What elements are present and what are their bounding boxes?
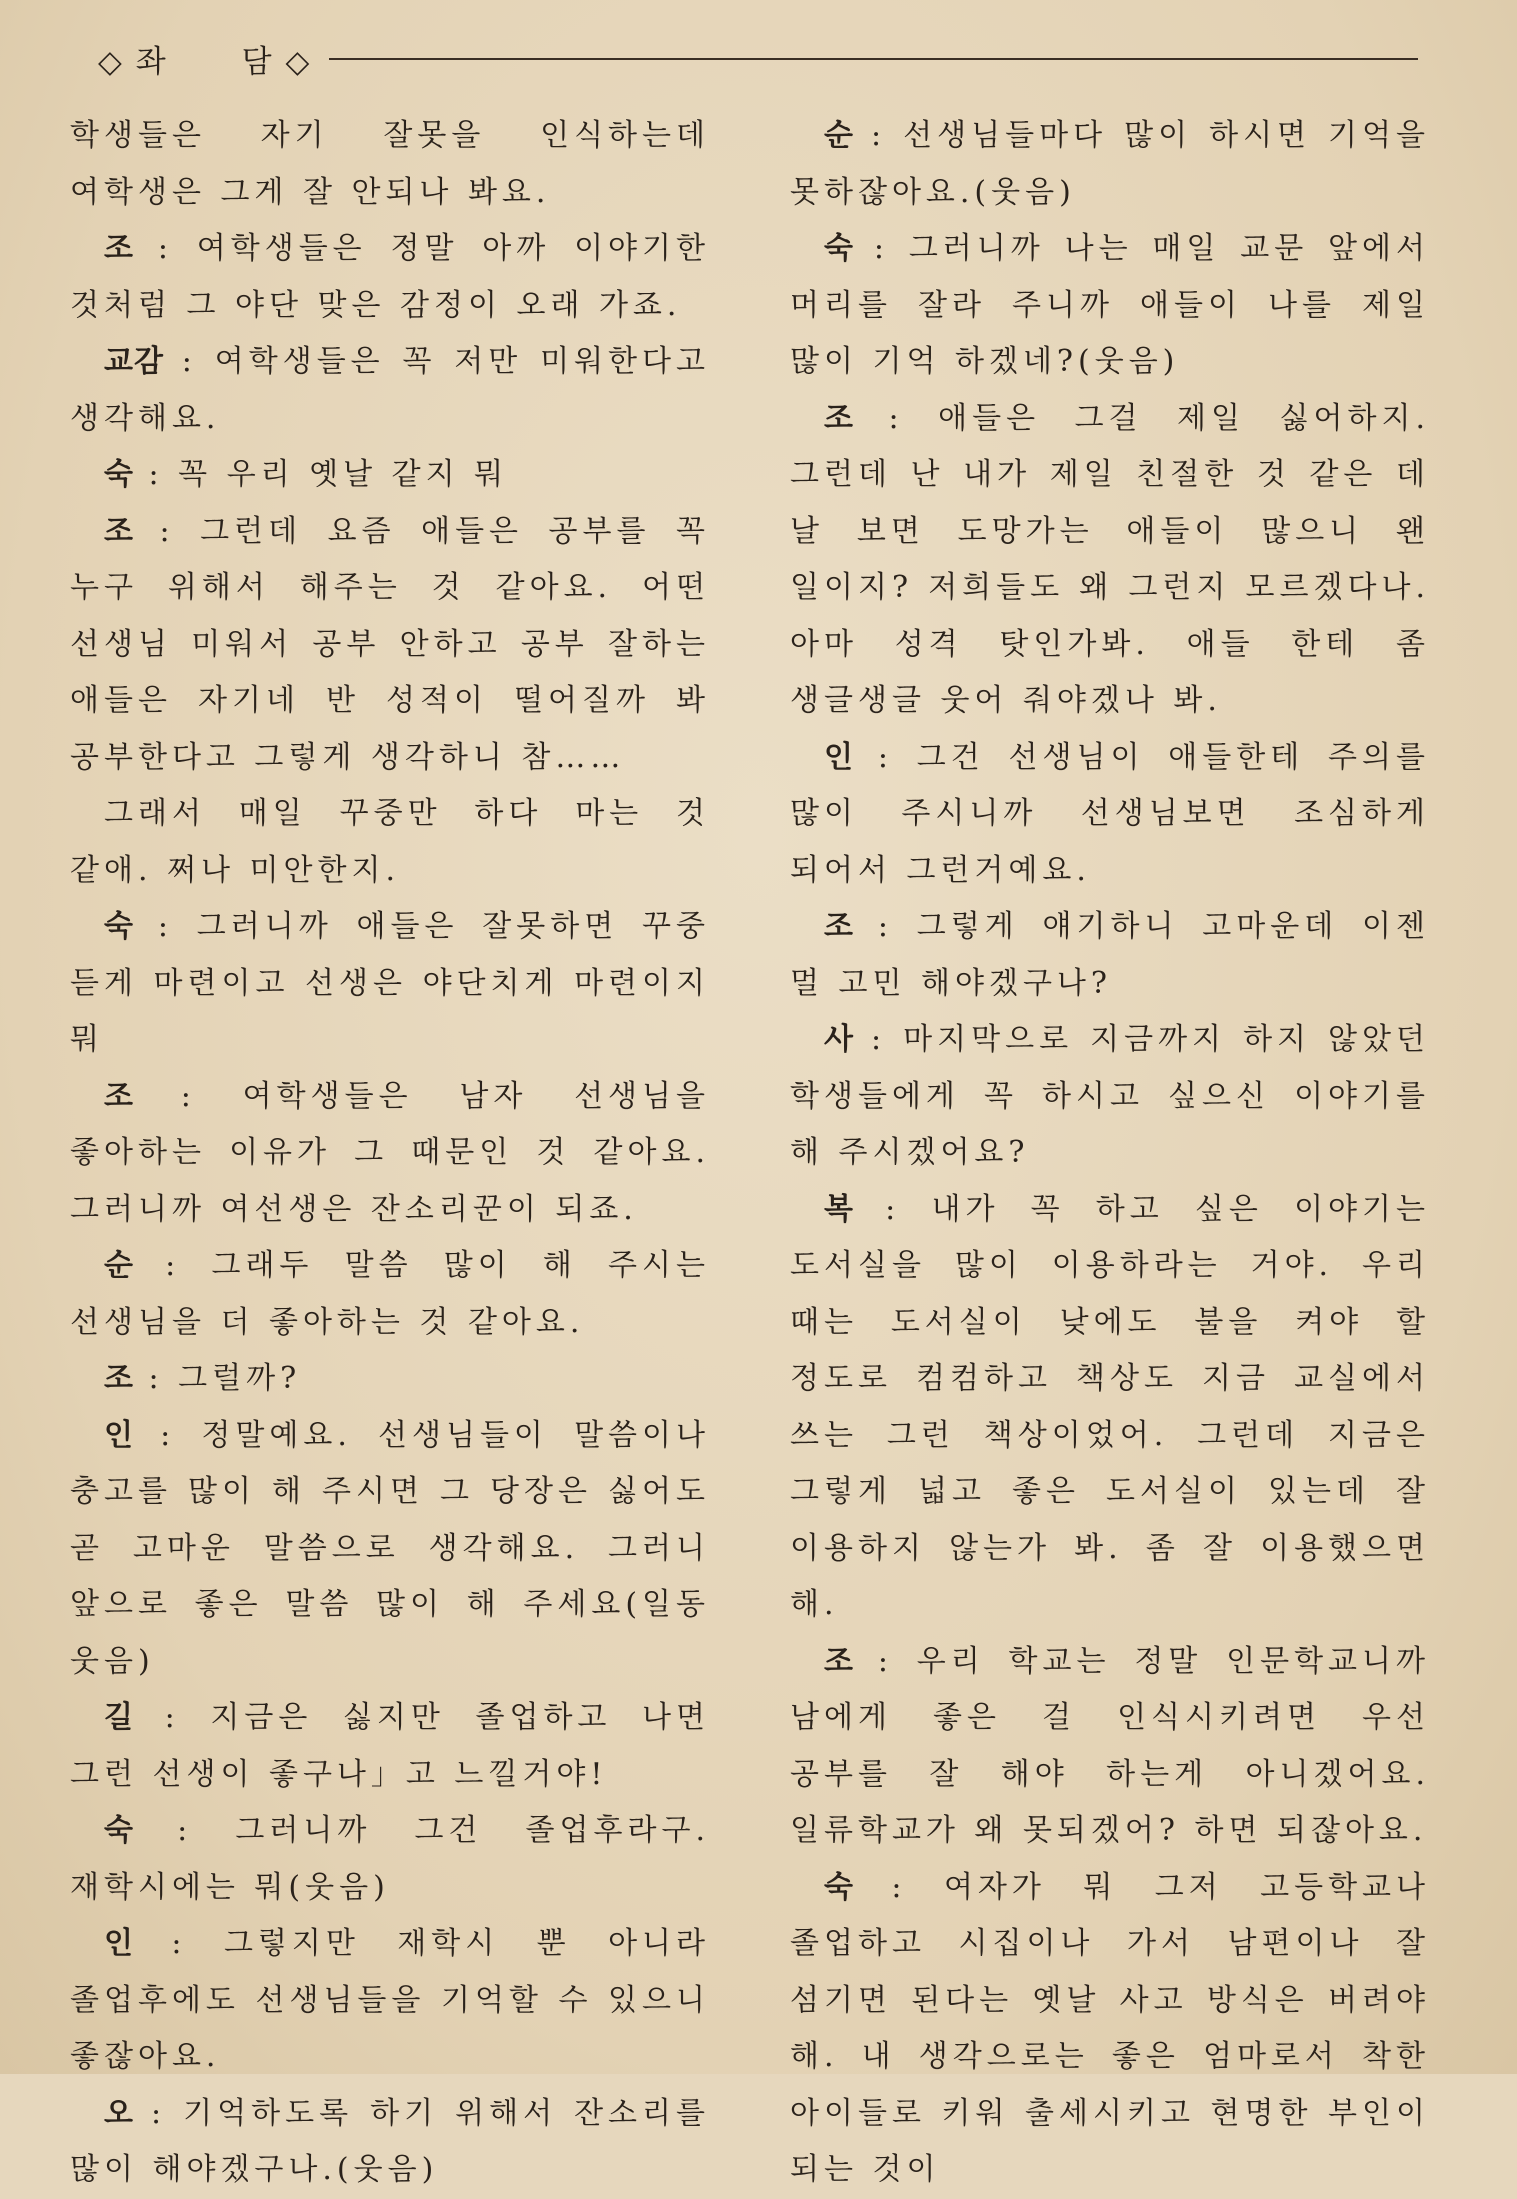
dialogue-text: 그러니까 그건 졸업후라구. 재학시에는 뭐(웃음) xyxy=(70,1813,710,1905)
section-title-right: 담 ◇ xyxy=(241,43,312,80)
speaker-separator: : xyxy=(853,1643,917,1679)
section-title-left: ◇ 좌 xyxy=(98,43,168,80)
dialogue-text: 마지막으로 지금까지 하지 않았던 학생들에게 꼭 하시고 싶으신 이야기를 해 주시겠어요? xyxy=(790,1022,1430,1170)
dialogue-paragraph xyxy=(790,899,1430,1012)
dialogue-text: 여학생들은 정말 아까 이야기한 것처럼 그 야단 맞은 감정이 오래 가죠. xyxy=(70,231,710,323)
dialogue-paragraph xyxy=(70,1351,710,1408)
speaker-separator: : xyxy=(133,1078,243,1114)
speaker-separator: : xyxy=(133,1361,179,1396)
speaker-label: 순 xyxy=(104,1248,134,1283)
dialogue-paragraph xyxy=(790,1012,1430,1182)
dialogue-paragraph xyxy=(70,1803,710,1916)
dialogue-text: 그러니까 나는 매일 교문 앞에서 머리를 잘라 주니까 애들이 나를 제일 많이 기억 하겠네?(웃음) xyxy=(790,231,1430,379)
speaker-label: 조 xyxy=(104,1361,134,1396)
dialogue-paragraph xyxy=(790,108,1430,221)
speaker-label: 순 xyxy=(824,118,854,153)
dialogue-text: 우리 학교는 정말 인문학교니까 남에게 좋은 걸 인식시키려면 우선 공부를 잘 해야 하는게 아니겠어요. 일류학교가 왜 못되겠어? 하면 되잖아요. xyxy=(790,1643,1430,1848)
dialogue-paragraph xyxy=(70,504,710,787)
speaker-separator: : xyxy=(853,118,904,153)
speaker-separator: : xyxy=(853,231,909,266)
speaker-separator: : xyxy=(133,457,179,492)
dialogue-text: 그렇게 얘기하니 고마운데 이젠 멀 고민 해야겠구나? xyxy=(790,909,1430,1001)
speaker-separator: : xyxy=(133,1700,211,1735)
speaker-separator: : xyxy=(133,1926,224,1961)
dialogue-paragraph xyxy=(70,786,710,899)
speaker-label: 길 xyxy=(104,1700,134,1735)
speaker-separator: : xyxy=(133,513,201,549)
speaker-separator: : xyxy=(853,1191,932,1227)
dialogue-paragraph xyxy=(70,1408,710,1691)
dialogue-text: 애들은 그걸 제일 싫어하지. 그런데 난 내가 제일 친절한 것 같은 데 날 보면 도망가는 애들이 많으니 왠 일이지? 저희들도 왜 그런지 모르겠다나. 아마 성격 탓인가봐. 애들 한테 좀 생글생글 웃어 줘야겠나 봐. xyxy=(790,400,1430,718)
section-title xyxy=(98,36,311,81)
left-column xyxy=(70,108,710,2199)
dialogue-text: 꼭 우리 옛날 같지 뭐 xyxy=(178,457,509,492)
dialogue-paragraph xyxy=(70,2086,710,2199)
dialogue-paragraph xyxy=(70,334,710,447)
dialogue-paragraph xyxy=(70,221,710,334)
dialogue-text: 기억하도록 하기 위해서 잔소리를 많이 해야겠구나.(웃음) xyxy=(70,2095,710,2187)
dialogue-paragraph xyxy=(70,1916,710,2086)
speaker-separator: : xyxy=(133,1813,236,1848)
dialogue-text: 그러니까 애들은 잘못하면 꾸중 듣게 마련이고 선생은 야단치게 마련이지 뭐 xyxy=(70,909,710,1057)
speaker-separator: : xyxy=(853,909,917,944)
speaker-label: 복 xyxy=(824,1191,854,1227)
speaker-label: 숙 xyxy=(104,1813,134,1848)
speaker-separator: : xyxy=(133,909,197,944)
speaker-label: 숙 xyxy=(824,1869,854,1905)
dialogue-paragraph xyxy=(70,1069,710,1239)
speaker-label: 조 xyxy=(104,1078,134,1114)
dialogue-paragraph xyxy=(70,447,710,504)
speaker-label: 숙 xyxy=(104,909,134,944)
speaker-label: 인 xyxy=(824,739,854,775)
dialogue-text: 그래두 말씀 많이 해 주시는 선생님을 더 좋아하는 것 같아요. xyxy=(70,1248,710,1340)
dialogue-paragraph xyxy=(70,1238,710,1351)
speaker-label: 조 xyxy=(824,400,854,436)
dialogue-paragraph xyxy=(790,1860,1430,2199)
dialogue-paragraph xyxy=(790,391,1430,730)
speaker-label: 조 xyxy=(104,513,134,549)
dialogue-text: 정말예요. 선생님들이 말씀이나 충고를 많이 해 주시면 그 당장은 싫어도 곧 고마운 말씀으로 생각해요. 그러니 앞으로 좋은 말씀 많이 해 주세요(일동 웃음) xyxy=(70,1417,710,1679)
dialogue-text: 여학생들은 꼭 저만 미워한다고 생각해요. xyxy=(70,344,710,436)
dialogue-paragraph xyxy=(790,1634,1430,1860)
speaker-label: 교감 xyxy=(104,344,164,379)
dialogue-text: 학생들은 자기 잘못을 인식하는데 여학생은 그게 잘 안되나 봐요. xyxy=(70,118,710,210)
speaker-label: 조 xyxy=(104,231,134,266)
dialogue-text: 내가 꼭 하고 싶은 이야기는 도서실을 많이 이용하라는 거야. 우리 때는 도서실이 낮에도 불을 켜야 할 정도로 컴컴하고 책상도 지금 교실에서 쓰는 그런 책상이었어. 그런데 지금은 그렇게 넓고 좋은 도서실이 있는데 잘 이용하지 않는가 봐. 좀 잘 이용했으면 해. xyxy=(790,1191,1430,1622)
speaker-label: 사 xyxy=(824,1022,854,1057)
speaker-label: 숙 xyxy=(104,457,134,492)
dialogue-text: 여자가 뭐 그저 고등학교나 졸업하고 시집이나 가서 남편이나 잘 섬기면 된다는 옛날 사고 방식은 버려야 해. 내 생각으로는 좋은 엄마로서 착한 아이들로 키워 출세시키고 현명한 부인이 되는 것이 xyxy=(790,1869,1431,2187)
dialogue-text: 그건 선생님이 애들한테 주의를 많이 주시니까 선생님보면 조심하게 되어서 그런거예요. xyxy=(790,739,1430,888)
dialogue-text: 선생님들마다 많이 하시면 기억을 못하잖아요.(웃음) xyxy=(790,118,1430,210)
dialogue-text: 그런데 요즘 애들은 공부를 꼭 누구 위해서 해주는 것 같아요. 어떤 선생님 미워서 공부 안하고 공부 잘하는 애들은 자기네 반 성적이 떨어질까 봐 공부한다고 그렇게 생각하니 참…… xyxy=(70,513,710,775)
speaker-label: 인 xyxy=(104,1417,134,1453)
dialogue-text: 여학생들은 남자 선생님을 좋아하는 이유가 그 때문인 것 같아요. 그러니까 여선생은 잔소리꾼이 되죠. xyxy=(70,1078,710,1227)
speaker-label: 인 xyxy=(104,1926,134,1961)
dialogue-text: 지금은 싫지만 졸업하고 나면 그런 선생이 좋구나」고 느낄거야! xyxy=(70,1700,710,1792)
speaker-label: 조 xyxy=(824,1643,854,1679)
dialogue-paragraph xyxy=(70,899,710,1069)
speaker-separator: : xyxy=(163,344,215,379)
dialogue-text: 그렇지만 재학시 뿐 아니라 졸업후에도 선생님들을 기억할 수 있으니 좋잖아요. xyxy=(70,1926,711,2074)
header-rule xyxy=(329,58,1418,60)
right-column xyxy=(790,108,1430,2199)
dialogue-paragraph xyxy=(70,108,710,221)
speaker-separator: : xyxy=(133,231,197,266)
dialogue-paragraph xyxy=(70,1690,710,1803)
section-header xyxy=(98,32,1418,84)
speaker-separator: : xyxy=(133,2095,184,2131)
speaker-label: 숙 xyxy=(824,231,854,266)
speaker-separator: : xyxy=(133,1417,202,1453)
dialogue-paragraph xyxy=(790,730,1430,900)
speaker-separator: : xyxy=(853,1869,944,1905)
dialogue-text: 그럴까? xyxy=(178,1361,302,1396)
speaker-label: 조 xyxy=(824,909,854,944)
speaker-separator: : xyxy=(133,1248,212,1283)
speaker-separator: : xyxy=(853,739,917,775)
dialogue-text: 그래서 매일 꾸중만 하다 마는 것 같애. 쩌나 미안한지. xyxy=(70,796,710,888)
speaker-label: 오 xyxy=(104,2095,134,2131)
dialogue-paragraph xyxy=(790,221,1430,391)
speaker-separator: : xyxy=(853,400,939,436)
speaker-separator: : xyxy=(853,1022,904,1057)
dialogue-paragraph xyxy=(790,1182,1430,1634)
